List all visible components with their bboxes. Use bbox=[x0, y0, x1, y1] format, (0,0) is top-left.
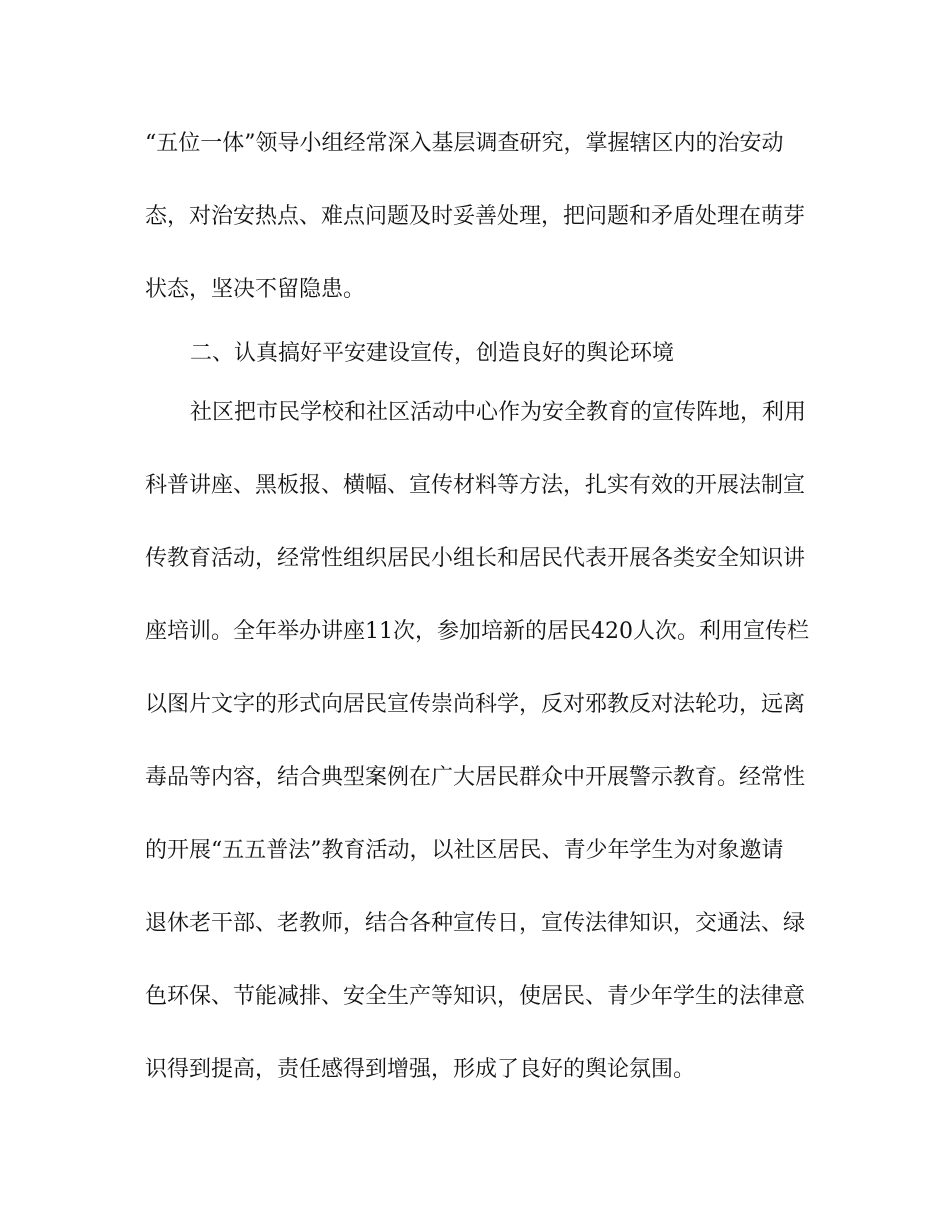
paragraph-3-line-4: 座培训。全年举办讲座11次，参加培新的居民420人次。利用宣传栏 bbox=[145, 619, 809, 644]
paragraph-3-line-1: 社区把市民学校和社区活动中心作为安全教育的宣传阵地，利用 bbox=[190, 400, 807, 425]
paragraph-1-line-2: 态，对治安热点、难点问题及时妥善处理，把问题和矛盾处理在萌芽 bbox=[145, 204, 806, 229]
paragraph-3-line-9: 色环保、节能减排、安全生产等知识，使居民、青少年学生的法律意 bbox=[145, 984, 806, 1009]
paragraph-3-line-8: 退休老干部、老教师，结合各种宣传日，宣传法律知识，交通法、绿 bbox=[145, 911, 806, 936]
paragraph-1-line-3: 状态，坚决不留隐患。 bbox=[145, 277, 366, 302]
paragraph-1-line-1: “五位一体”领导小组经常深入基层调查研究，掌握辖区内的治安动 bbox=[145, 131, 784, 156]
paragraph-3-line-6: 毒品等内容，结合典型案例在广大居民群众中开展警示教育。经常性 bbox=[145, 765, 806, 790]
section-heading: 二、认真搞好平安建设宣传，创造良好的舆论环境 bbox=[190, 341, 675, 366]
paragraph-3-line-5: 以图片文字的形式向居民宣传崇尚科学，反对邪教反对法轮功，远离 bbox=[145, 692, 806, 717]
paragraph-3-line-10: 识得到提高，责任感得到增强，形成了良好的舆论氛围。 bbox=[145, 1057, 696, 1082]
paragraph-3-line-2: 科普讲座、黑板报、横幅、宣传材料等方法，扎实有效的开展法制宣 bbox=[145, 473, 806, 498]
paragraph-3-line-7: 的开展“五五普法”教育活动，以社区居民、青少年学生为对象邀请 bbox=[145, 838, 784, 863]
paragraph-3-line-3: 传教育活动，经常性组织居民小组长和居民代表开展各类安全知识讲 bbox=[145, 546, 806, 571]
